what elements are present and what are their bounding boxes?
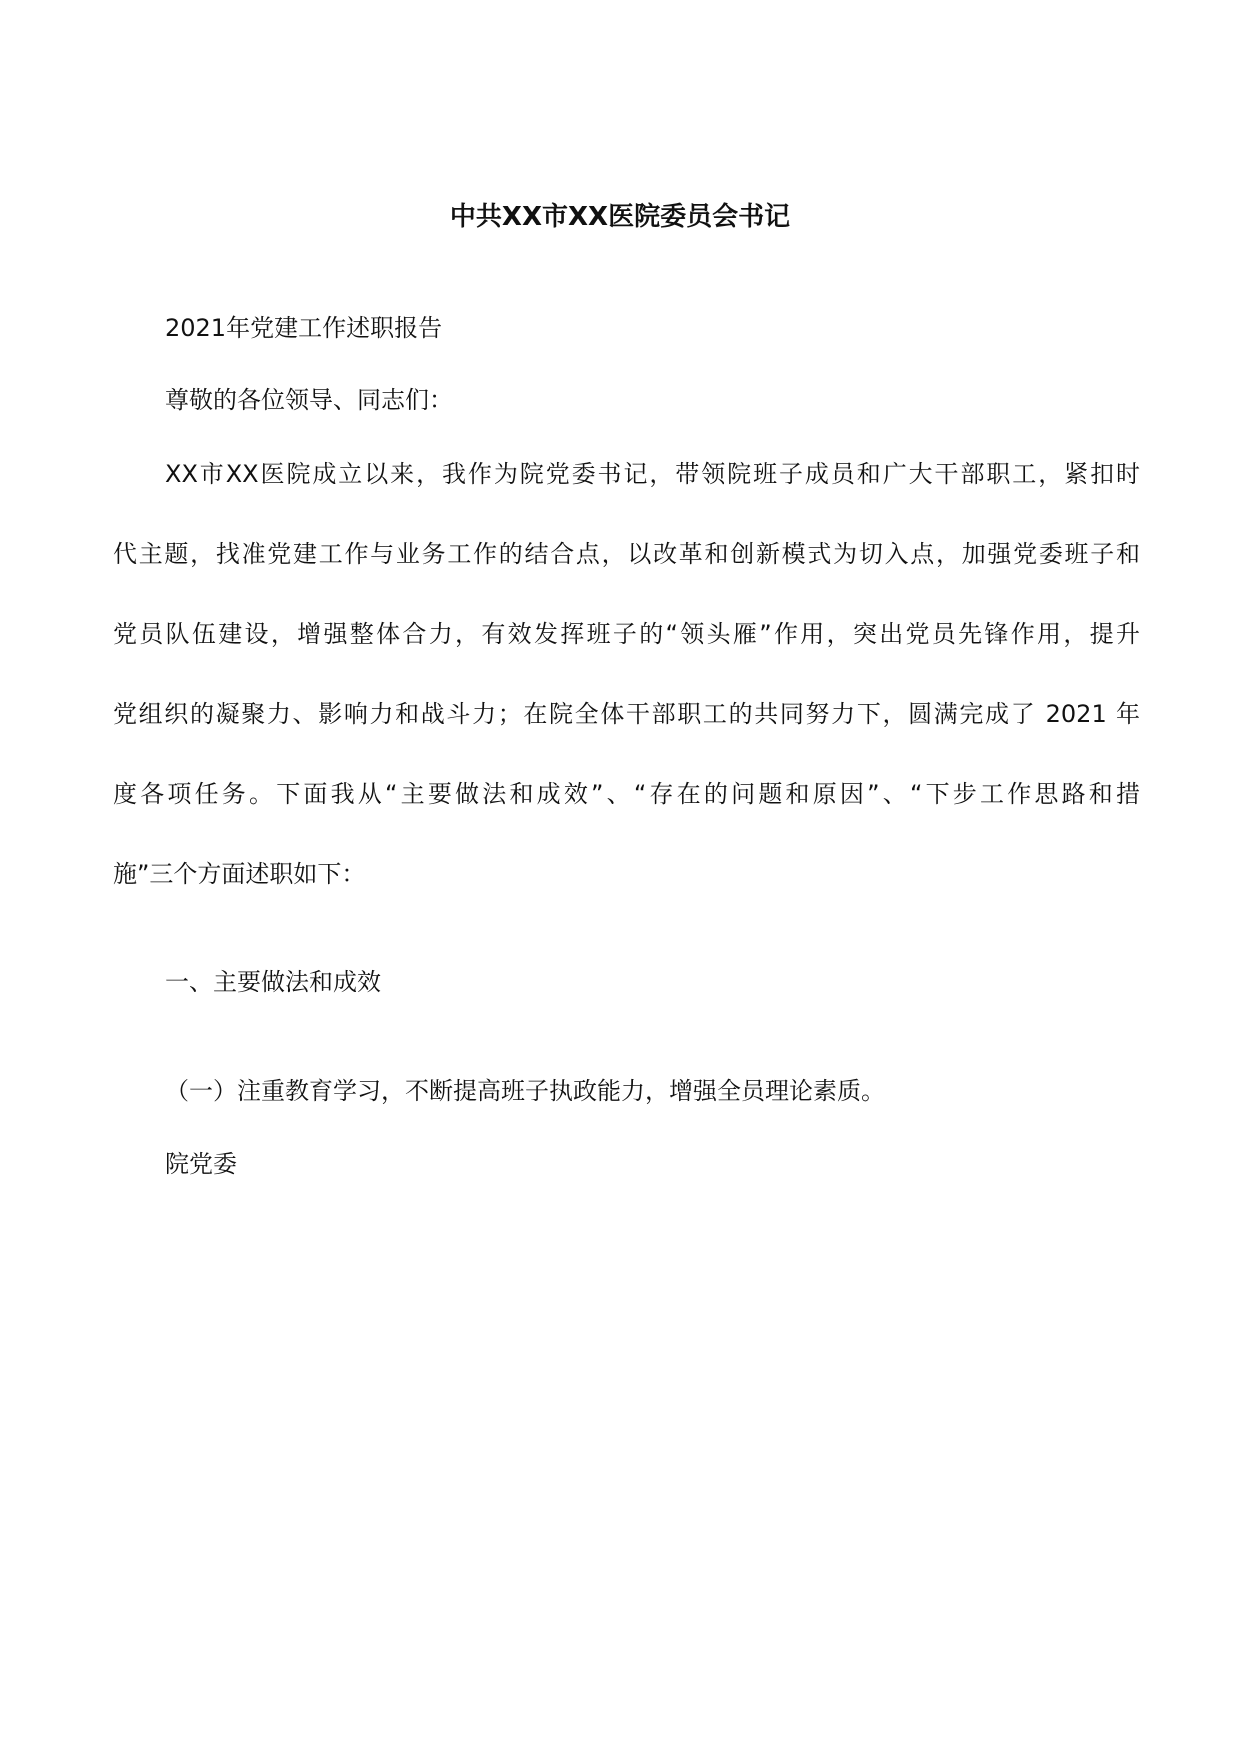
- paragraph-line: 度各项任务。下面我从“主要做法和成效”、“存在的问题和原因”、“下步工作思路和措: [113, 780, 1140, 808]
- document-title: 中共XX市XX医院委员会书记: [449, 202, 791, 232]
- paragraph-line: 施”三个方面述职如下：: [113, 860, 366, 888]
- section-heading: 一、主要做法和成效: [165, 968, 381, 996]
- intro-paragraph: [113, 456, 1140, 936]
- paragraph-line: 党员队伍建设，增强整体合力，有效发挥班子的“领头雁”作用，突出党员先锋作用，提升: [113, 620, 1140, 648]
- trailing-text: 院党委: [165, 1150, 237, 1178]
- paragraph-line: XX市XX医院成立以来，我作为院党委书记，带领院班子成员和广大干部职工，紧扣时: [165, 460, 1140, 488]
- paragraph-line: 代主题，找准党建工作与业务工作的结合点，以改革和创新模式为切入点，加强党委班子和: [113, 540, 1140, 568]
- subsection-heading: （一）注重教育学习，不断提高班子执政能力，增强全员理论素质。: [165, 1077, 885, 1105]
- report-subtitle: 2021年党建工作述职报告: [165, 314, 443, 342]
- salutation: 尊敬的各位领导、同志们：: [165, 386, 453, 414]
- paragraph-line: 党组织的凝聚力、影响力和战斗力；在院全体干部职工的共同努力下，圆满完成了 2021 年: [113, 700, 1140, 728]
